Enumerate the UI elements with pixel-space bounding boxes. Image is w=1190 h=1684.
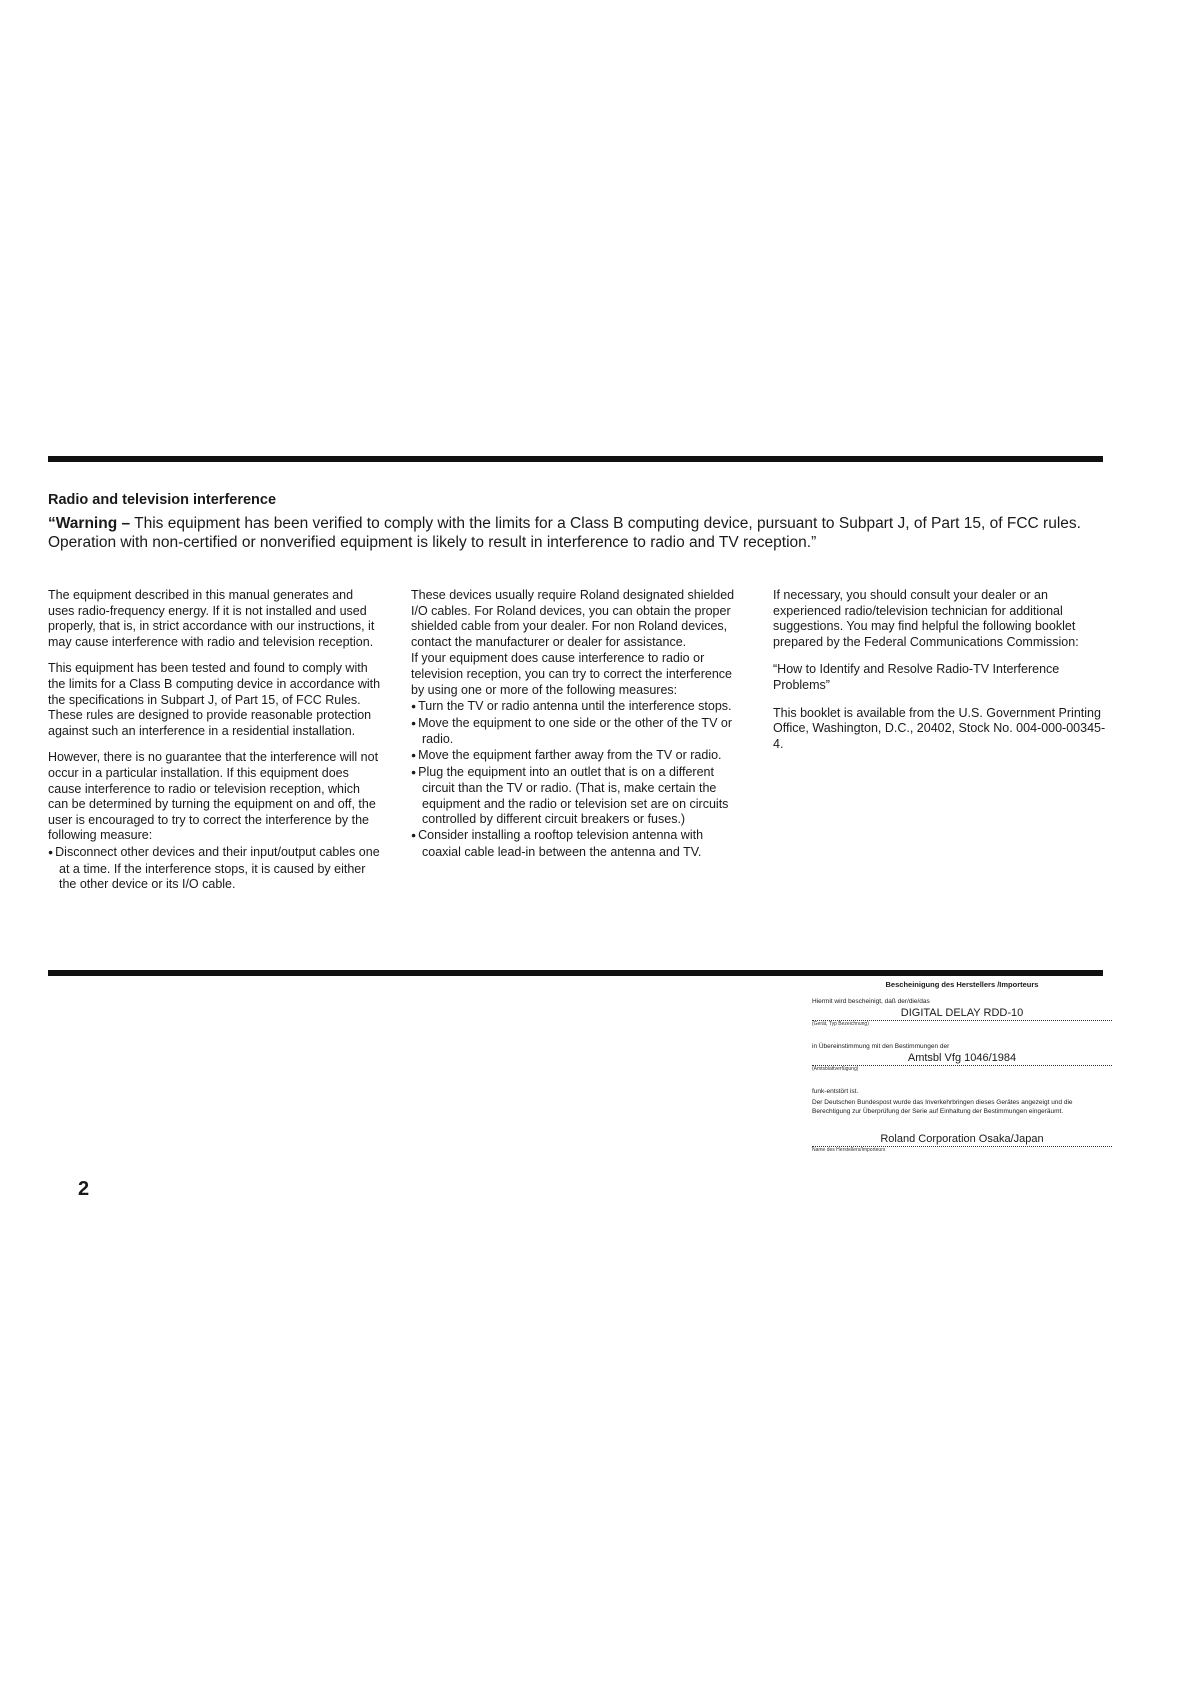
manufacturer-caption: Name des Herstellers/Importeurs <box>812 1147 886 1153</box>
certificate-intro: Hiermit wird bescheinigt, daß der/die/das <box>812 998 930 1005</box>
booklet-title: “How to Identify and Resolve Radio-TV Interference Problems” <box>773 662 1060 692</box>
certificate-regulation: Amtsbl Vfg 1046/1984 <box>812 1051 1112 1066</box>
col2-bullet-list <box>411 699 743 860</box>
certificate-accordance: in Übereinstimmung mit den Bestimmungen der <box>812 1043 950 1050</box>
col3-paragraph-3: This booklet is available from the U.S. Government Printing Office, Washington, D.C., 20402, Stock No. 004-000-00345-4. <box>773 705 1106 751</box>
manufacturer-certificate <box>812 980 1112 1168</box>
certificate-device: DIGITAL DELAY RDD-10 <box>812 1006 1112 1021</box>
certificate-manufacturer: Roland Corporation Osaka/Japan <box>812 1132 1112 1147</box>
bullet-item: ● Move the equipment farther away from the TV or radio. <box>411 748 743 765</box>
bottom-rule <box>48 970 1103 976</box>
col1-bullet-list <box>48 845 382 893</box>
bullet-item: ● Plug the equipment into an outlet that is on a different circuit than the TV or radio. (That is, make certain the equipment and the radio or television set are on circuits controlled by different circuit breakers or fuses.) <box>411 765 743 828</box>
column-3 <box>773 588 1110 764</box>
col1-paragraph-3: However, there is no guarantee that the interference will not occur in a particular installation. If this equipment does cause interference to radio or television reception, which can be determined by turning the equipment on and off, the user is encouraged to try to correct the interference by the following measure: <box>48 750 379 843</box>
bullet-item: ● Consider installing a rooftop television antenna with coaxial cable lead-in between the antenna and TV. <box>411 828 743 860</box>
col1-paragraph-1: The equipment described in this manual generates and uses radio-frequency energy. If it is not installed and used properly, that is, in strict accordance with our instructions, it may cause interference with radio and television reception. <box>48 588 375 649</box>
certificate-title: Bescheinigung des Herstellers /Importeurs <box>885 980 1039 989</box>
certificate-notice: Der Deutschen Bundespost wurde das Inverkehrbringen dieses Gerätes angezeigt und die Berechtigung zur Überprüfung der Serie auf Einhaltung der Bestimmungen eingeräumt. <box>812 1099 1073 1115</box>
page-number: 2 <box>78 1178 90 1200</box>
regulation-caption: (Amtsblattverfügung) <box>812 1066 859 1072</box>
warning-text: This equipment has been verified to comply with the limits for a Class B computing device, pursuant to Subpart J, of Part 15, of FCC rules. Operation with non-certified or nonverified equipment is likely to result in interference to radio and TV reception.” <box>48 515 1081 551</box>
certificate-radio: funk-entstört ist. <box>812 1088 859 1095</box>
column-1 <box>48 588 382 893</box>
top-rule <box>48 456 1103 462</box>
col2-paragraph-2: If your equipment does cause interference to radio or television reception, you can try to correct the interference by using one or more of the following measures: <box>411 651 732 697</box>
col3-paragraph-1: If necessary, you should consult your dealer or an experienced radio/television technician for additional suggestions. You may find helpful the following booklet prepared by the Federal Communications Commission: <box>773 588 1079 649</box>
fcc-warning <box>48 514 1108 552</box>
warning-lead: “Warning – <box>48 515 131 532</box>
bullet-item: ● Move the equipment to one side or the other of the TV or radio. <box>411 716 743 748</box>
column-2 <box>411 588 743 860</box>
bullet-item: ● Disconnect other devices and their input/output cables one at a time. If the interference stops, it is caused by either the other device or its I/O cable. <box>48 845 382 893</box>
col1-paragraph-2: This equipment has been tested and found to comply with the limits for a Class B computing device in accordance with the specifications in Subpart J, of Part 15, of FCC Rules. These rules are designed to provide reasonable protection against such an interference in a residential installation. <box>48 661 381 738</box>
device-caption: (Gerät, Typ Bezeichnung) <box>812 1021 869 1027</box>
bullet-item: ● Turn the TV or radio antenna until the interference stops. <box>411 699 743 716</box>
col2-paragraph-1: These devices usually require Roland designated shielded I/O cables. For Roland devices, you can obtain the proper shielded cable from your dealer. For non Roland devices, contact the manufacturer or dealer for assistance. <box>411 588 735 649</box>
section-title: Radio and television interference <box>48 492 277 508</box>
